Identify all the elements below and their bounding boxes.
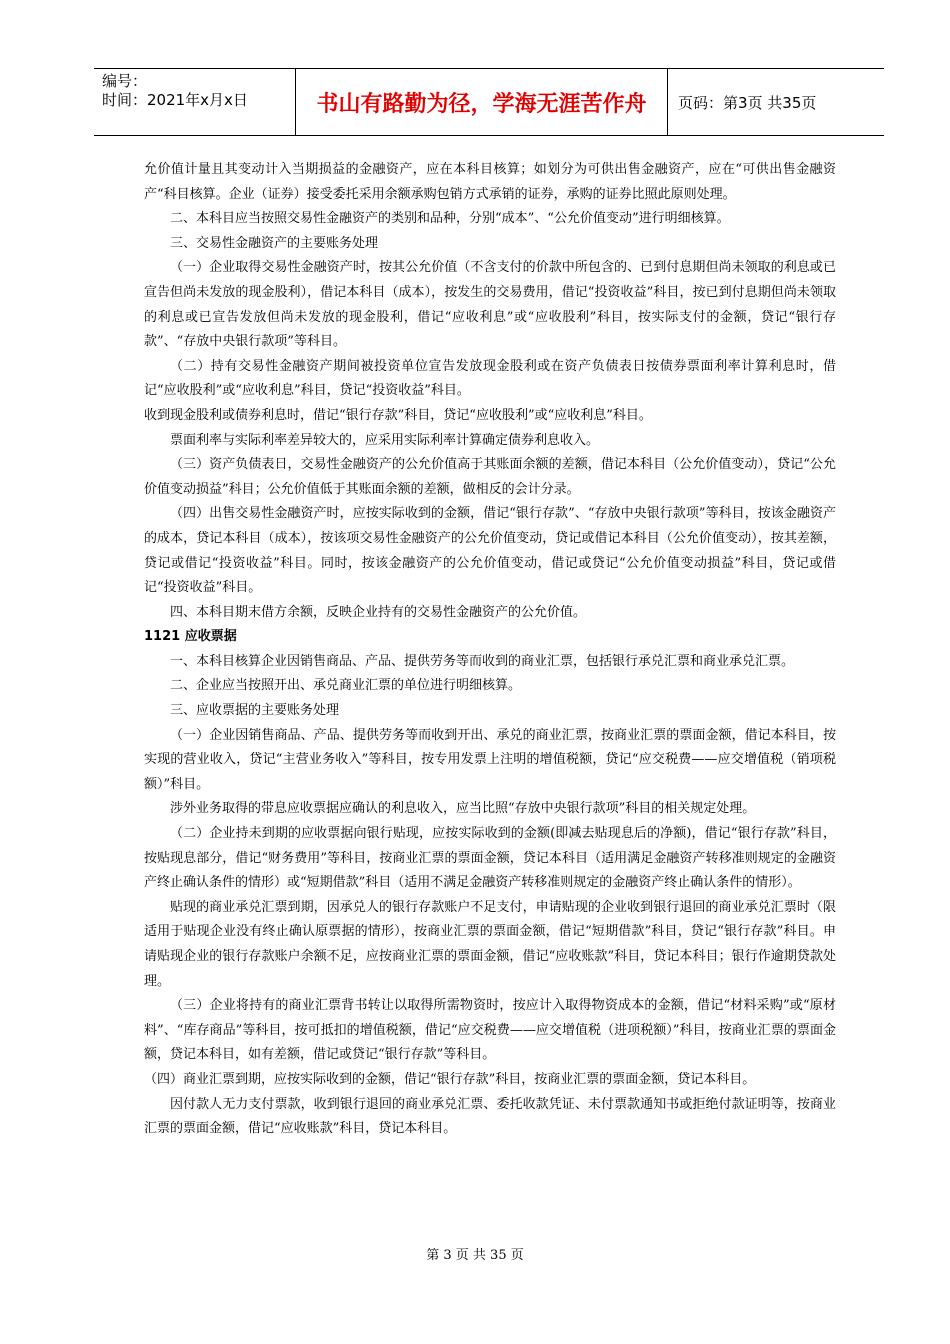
body-paragraph: 四、本科目期末借方余额，反映企业持有的交易性金融资产的公允价值。 <box>170 604 587 620</box>
body-paragraph: （一）企业因销售商品、产品、提供劳务等而收到开出、承兑的商业汇票，按商业汇票的票面金额，借记本科目，按实现的营业收入，贷记“主营业务收入”等科目，按专用发票上注明的增值税额，贷记“应交税费——应交增值税（销项税额）”科目。 <box>144 727 836 792</box>
body-paragraph: 收到现金股利或债券利息时，借记“银行存款”科目，贷记“应收股利”或“应收利息”科目。 <box>144 407 652 423</box>
body-paragraph: 三、应收票据的主要账务处理 <box>170 703 340 719</box>
body-paragraph: 涉外业务取得的带息应收票据应确认的利息收入，应当比照“存放中央银行款项”科目的相关规定处理。 <box>170 801 756 817</box>
body-paragraph: （四）出售交易性金融资产时，应按实际收到的金额，借记“银行存款”、“存放中央银行款项”等科目，按该金融资产的成本，贷记本科目（成本），按该项交易性金融资产的公允价值变动，贷记或借记本科目（公允价值变动），按其差额，贷记或借记“投资收益”科目。同时，按该金融资产的公允价值变动，借记或贷记“公允价值变动损益”科目，贷记或借记“投资收益”科目。 <box>144 506 836 596</box>
body-paragraph: 三、交易性金融资产的主要账务处理 <box>170 235 379 251</box>
body-paragraph: （二）持有交易性金融资产期间被投资单位宣告发放现金股利或在资产负债表日按债券票面利率计算利息时，借记“应收股利”或“应收利息”科目，贷记“投资收益”科目。 <box>144 358 836 399</box>
body-paragraph: 贴现的商业承兑汇票到期，因承兑人的银行存款账户不足支付，申请贴现的企业收到银行退回的商业承兑汇票时（限适用于贴现企业没有终止确认原票据的情形），按商业汇票的票面金额，借记“短期借款”科目，贷记“银行存款”科目。申请贴现企业的银行存款账户余额不足，应按商业汇票的票面金额，借记“应收账款”科目，贷记本科目；银行作逾期贷款处理。 <box>144 899 836 989</box>
body-paragraph: （二）企业持未到期的应收票据向银行贴现，应按实际收到的金额(即减去贴现息后的净额)，借记“银行存款”科目，按贴现息部分，借记“财务费用”等科目，按商业汇票的票面金额，贷记本科目（适用满足金融资产转移准则规定的金融资产终止确认条件的情形）或“短期借款”科目（适用不满足金融资产转移准则规定的金融资产终止确认条件的情形）。 <box>144 826 836 891</box>
body-paragraph: 一、本科目核算企业因销售商品、产品、提供劳务等而收到的商业汇票，包括银行承兑汇票和商业承兑汇票。 <box>170 653 795 669</box>
body-paragraph: 二、企业应当按照开出、承兑商业汇票的单位进行明细核算。 <box>170 678 522 694</box>
body-paragraph: 允价值计量且其变动计入当期损益的金融资产，应在本科目核算；如划分为可供出售金融资产，应在“可供出售金融资产“科目核算。企业（证券）接受委托采用余额承购包销方式承销的证券，承购的证券比照此原则处理。 <box>144 162 836 202</box>
header-meta <box>94 69 295 135</box>
body-paragraph: （三）企业将持有的商业汇票背书转让以取得所需物资时，按应计入取得物资成本的金额，借记“材料采购”或“原材料”、“库存商品”等科目，按可抵扣的增值税额，借记“应交税费——应交增值税（进项税额）”科目，按商业汇票的票面金额，贷记本科目，如有差额，借记或贷记“银行存款”等科目。 <box>144 998 836 1063</box>
body-paragraph: （一）企业取得交易性金融资产时，按其公允价值（不含支付的价款中所包含的、已到付息期但尚未领取的利息或已宣告但尚未发放的现金股利），借记本科目（成本），按发生的交易费用，借记“投资收益”科目，按已到付息期但尚未领取的利息或已宣告发放但尚未发放的现金股利，借记“应收利息”或“应收股利”科目，按实际支付的金额，贷记“银行存款”、“存放中央银行款项”等科目。 <box>144 260 836 350</box>
header-page-code: 页码：第3页 共35页 <box>678 93 817 112</box>
body-paragraph: （四）商业汇票到期，应按实际收到的金额，借记“银行存款”科目，按商业汇票的票面金额，贷记本科目。 <box>144 1071 756 1087</box>
section-heading: 1121 应收票据 <box>144 629 237 645</box>
time-label: 时间：2021年x月x日 <box>102 91 248 109</box>
body-paragraph: 二、本科目应当按照交易性金融资产的类别和品种，分别“成本”、“公允价值变动”进行明细核算。 <box>170 211 730 227</box>
number-label: 编号： <box>102 72 148 90</box>
body-paragraph: （三）资产负债表日，交易性金融资产的公允价值高于其账面余额的差额，借记本科目（公允价值变动），贷记“公允价值变动损益”科目；公允价值低于其账面余额的差额，做相反的会计分录。 <box>144 457 836 497</box>
body-paragraph: 因付款人无力支付票款，收到银行退回的商业承兑汇票、委托收款凭证、未付票款通知书或拒绝付款证明等，按商业汇票的票面金额，借记“应收账款”科目，贷记本科目。 <box>144 1096 836 1137</box>
header-motto: 书山有路勤为径，学海无涯苦作舟 <box>316 91 647 117</box>
document-header <box>94 68 884 136</box>
document-body <box>144 158 836 1142</box>
page-footer: 第 3 页 共 35 页 <box>426 1248 524 1263</box>
body-paragraph: 票面利率与实际利率差异较大的，应采用实际利率计算确定债券利息收入。 <box>170 432 600 448</box>
